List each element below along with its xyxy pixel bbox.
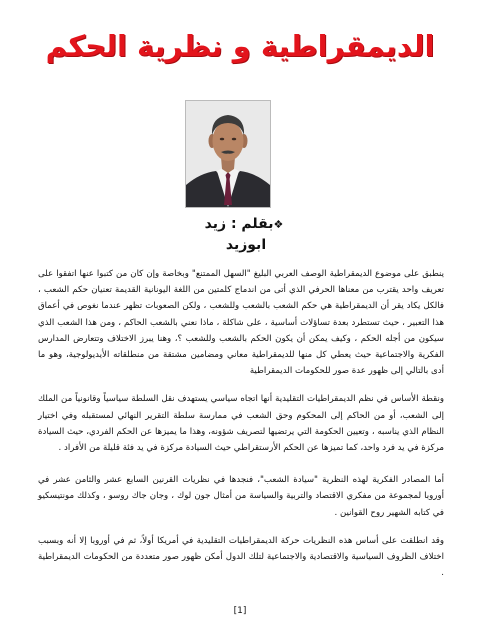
paragraph-4: وقد انطلقت على أساس هذه النظريات حركة الديمقراطيات التقليدية في أمريكا أولاً، ثم في أوروبا إلا أنه وبسبب اختلاف الظروف السياسية والاقتصادية والاجتماعية لتلك الدول أمكن ظهور صور متعددة من الحكومات الديمقراطية .: [38, 535, 444, 579]
page-number: [1]: [233, 606, 247, 616]
paragraph-3: أما المصادر الفكرية لهذه النظرية "سيادة الشعب"، فنجدها في نظريات القرنين السابع عشر والثامن عشر في أوروبا لمجموعة من مفكري الاقتصاد والتربية والسياسة من أمثال جون لوك ، وجان جاك روسو ، وكذلك مونتيسكيو في كتابه الشهير روح القوانين .: [38, 475, 444, 518]
author-photo: [185, 100, 271, 208]
paragraph-2: ونقطة الأساس في نظم الديمقراطيات التقليدية أنها اتجاه سياسي يستهدف نقل السلطة سياسياً وقانونياً من الملك إلى الشعب، أو من الحاكم إلى المحكوم وحق الشعب في ممارسة سلطة التقرير النهائي لمستقبله وفي اختيار النظام الذي يناسبه ، وتعيين الحكومة التي يرتضيها لتصريف شؤونه، وهذا ما يميزها عن الحكم الفردي، حيث السيادة مركزة في يد فرد واحد، كما تميزها عن الحكم الأرستقراطي حيث السيادة مركزة في يد فئة قليلة من الأفراد .: [38, 394, 444, 454]
article-body: [38, 266, 444, 593]
document-title: الديمقراطية و نظرية الحكم: [45, 29, 435, 63]
author-line: [196, 214, 296, 255]
author-name: بقلم : زيد ابوزيد: [204, 216, 274, 253]
author-portrait-image: [186, 101, 270, 207]
author-bullet-icon: ❖: [273, 218, 284, 231]
paragraph-1: ينطبق على موضوع الديمقراطية الوصف العربي البليغ "السهل الممتنع" وبخاصة وإن كان من كتبوا عنها اتفقوا على تعريف واحد يقترب من معناها الحرفي الذي أتى من اندماج كلمتين من اللغة اليونانية القديمة تعنيان حكم الشعب ، فالكل يكاد يقر أن الديمقراطية هي حكم الشعب بالشعب وللشعب ، ولكن الصعوبات تظهر عندما نغوص في أعماق هذا التعبير ، حيث تستطرد بعدة تساؤلات أساسية ، على شاكلة ، ماذا نعني بالشعب الحاكم ، ومن هذا الشعب الذي سيكون من أجله الحكم ، وكيف يمكن أن يكون الحكم بالشعب وللشعب ؟، وهنا يبرز الاختلاف وتتعارض المدارس الفكرية والاجتماعية حيث يعطي كل منها للديمقراطية معاني ومضامين مشتقة من منطلقاته الأيديولوجية، وهو ما أدى بالتالي إلى ظهور عدة صور للحكومات الديمقراطية: [38, 269, 444, 377]
